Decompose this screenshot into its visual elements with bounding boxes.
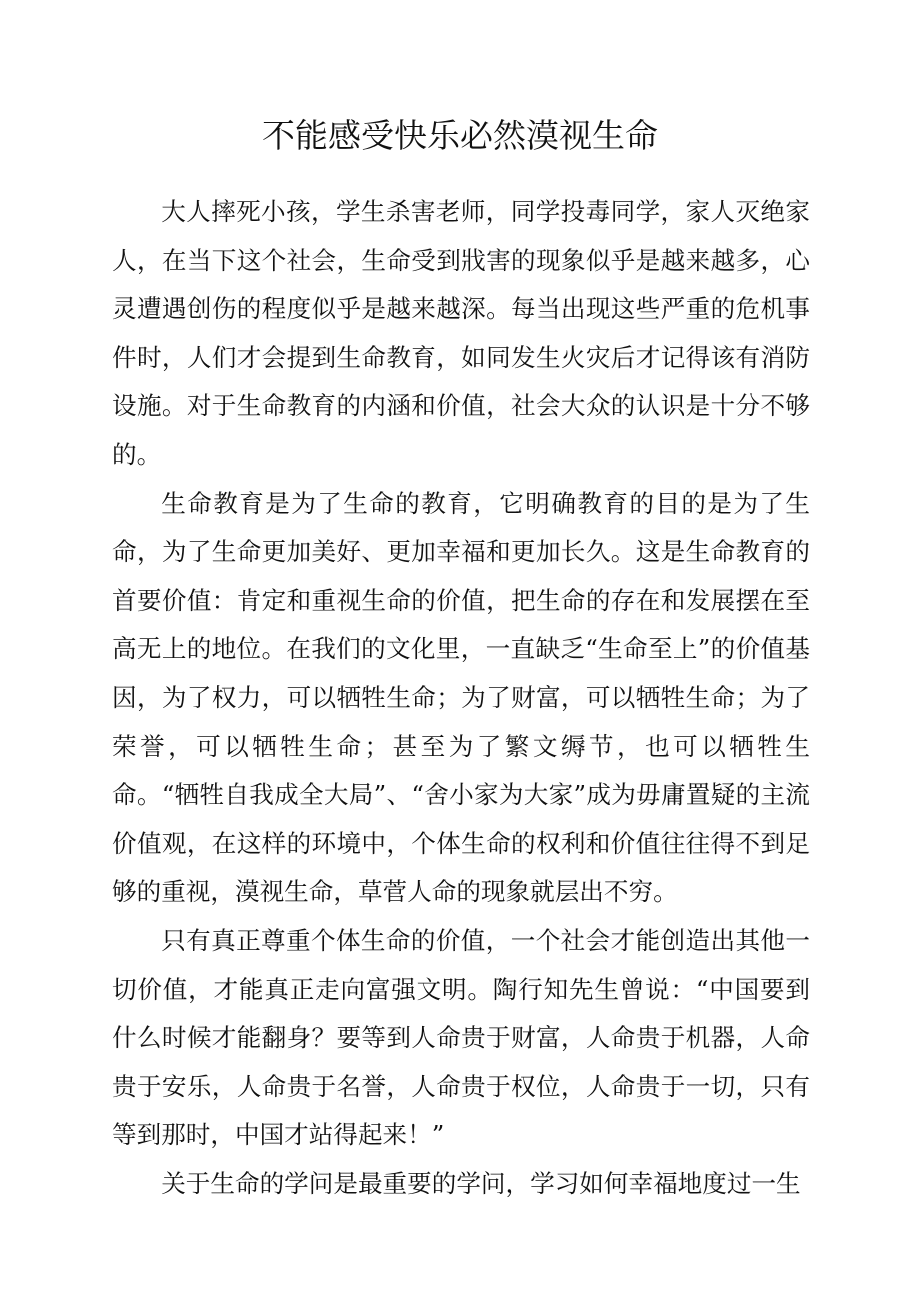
paragraph-2: 生命教育是为了生命的教育，它明确教育的目的是为了生命，为了生命更加美好、更加幸福和更加长久。这是生命教育的首要价值：肯定和重视生命的价值，把生命的存在和发展摆在至高无上的地位。在我们的文化里，一直缺乏“生命至上”的价值基因，为了权力，可以牺牲生命；为了财富，可以牺牲生命；为了荣誉，可以牺牲生命；甚至为了繁文缛节，也可以牺牲生命。“牺牲自我成全大局”、“舍小家为大家”成为毋庸置疑的主流价值观，在这样的环境中，个体生命的权利和价值往往得不到足够的重视，漠视生命，草菅人命的现象就层出不穷。 (112, 488, 810, 907)
paragraph-1: 大人摔死小孩，学生杀害老师，同学投毒同学，家人灭绝家人，在当下这个社会，生命受到戕害的现象似乎是越来越多，心灵遭遇创伤的程度似乎是越来越深。每当出现这些严重的危机事件时，人们才会提到生命教育，如同发生火灾后才记得该有消防设施。对于生命教育的内涵和价值，社会大众的认识是十分不够的。 (112, 197, 810, 469)
paragraph-4: 关于生命的学问是最重要的学问，学习如何幸福地度过一生 (161, 1168, 801, 1198)
document-title: 不能感受快乐必然漠视生命 (262, 116, 658, 155)
paragraph-3: 只有真正尊重个体生命的价值，一个社会才能创造出其他一切价值，才能真正走向富强文明。陶行知先生曾说：“中国要到什么时候才能翻身？要等到人命贵于财富，人命贵于机器，人命贵于安乐，人命贵于名誉，人命贵于权位，人命贵于一切，只有等到那时，中国才站得起来！” (112, 925, 810, 1150)
document-body (112, 188, 810, 1208)
